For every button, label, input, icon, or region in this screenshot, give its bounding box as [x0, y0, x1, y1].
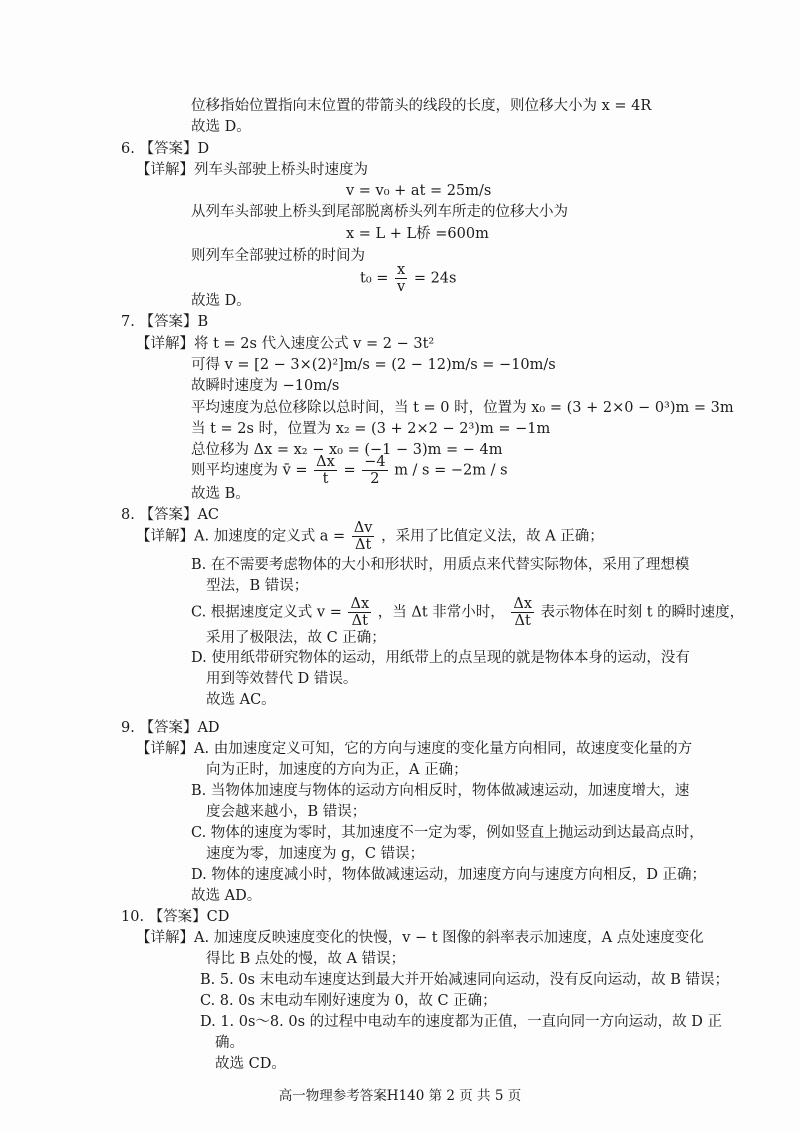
text-line: 故选 B。 — [191, 486, 250, 502]
text-line: C. 物体的速度为零时，其加速度不一定为零，例如竖直上抛运动到达最高点时， — [191, 825, 704, 841]
question-answer: 6. 【答案】D — [121, 141, 210, 157]
fraction — [511, 596, 534, 629]
fraction — [352, 520, 375, 553]
text-line: 故选 D。 — [191, 293, 251, 309]
denominator: Δt — [351, 613, 368, 629]
formula: x = L + L桥 =600m — [346, 226, 489, 242]
fraction — [314, 454, 337, 487]
text-line: 故选 CD。 — [215, 1056, 286, 1072]
numerator: −4 — [364, 454, 386, 470]
text-line: 型法，B 错误； — [206, 578, 309, 594]
text-line: 故选 AD。 — [191, 888, 262, 904]
text-line: 度会越来越小，B 错误； — [206, 804, 367, 820]
formula-prefix: C. 根据速度定义式 v = — [191, 604, 342, 621]
question-answer: 9. 【答案】AD — [121, 720, 220, 736]
fraction — [362, 454, 387, 487]
formula-rhs: m / s = −2m / s — [394, 462, 508, 479]
text-line: 故选 AC。 — [206, 692, 276, 708]
equals: = — [343, 462, 356, 479]
text-line: 【详解】将 t = 2s 代入速度公式 v = 2 − 3t² — [136, 336, 435, 352]
formula-8c — [191, 596, 744, 629]
text-line: D. 1. 0s～8. 0s 的过程中电动车的速度都为正值，一直向同一方向运动，故 D 正 — [200, 1014, 722, 1030]
text-line: 【详解】A. 由加速度定义可知，它的方向与速度的变化量方向相同，故速度变化量的方 — [136, 741, 693, 757]
formula-prefix: 【详解】A. 加速度的定义式 a = — [136, 528, 346, 545]
text-line: 位移指始位置指向末位置的带箭头的线段的长度，则位移大小为 x = 4R — [191, 98, 652, 114]
numerator: Δx — [316, 454, 335, 470]
formula-average-velocity — [191, 454, 508, 487]
numerator: Δx — [513, 596, 533, 612]
text-line: B. 5. 0s 末电动车速度达到最大并开始减速同向运动，没有反向运动，故 B 错误； — [200, 972, 729, 988]
formula-t0 — [360, 262, 456, 295]
formula-lhs: 则平均速度为 v̄ = — [191, 462, 308, 479]
text-line: 故瞬时速度为 −10m/s — [191, 378, 340, 394]
numerator: Δx — [350, 596, 370, 612]
text-line: 可得 v = [2 − 3×(2)²]m/s = (2 − 12)m/s = −10m/s — [191, 357, 556, 373]
formula-lhs: t₀ = — [360, 270, 389, 287]
text-line: 采用了极限法，故 C 正确； — [206, 630, 386, 646]
question-answer: 7. 【答案】B — [121, 314, 209, 330]
text-line: 故选 D。 — [191, 119, 251, 135]
formula-rhs: = 24s — [413, 270, 457, 287]
formula-suffix: ，采用了比值定义法，故 A 正确； — [381, 528, 604, 545]
formula: v = v₀ + at = 25m/s — [346, 183, 492, 199]
text-line: 向为正时，加速度的方向为正，A 正确； — [206, 762, 468, 778]
question-answer: 10. 【答案】CD — [121, 909, 230, 925]
fraction — [395, 262, 407, 295]
formula-middle: ，当 Δt 非常小时， — [377, 604, 505, 621]
formula-8a — [136, 520, 604, 553]
text-line: 从列车头部驶上桥头到尾部脱离桥头列车所走的位移大小为 — [191, 204, 568, 220]
text-line: 确。 — [215, 1035, 244, 1051]
fraction — [348, 596, 371, 629]
formula-suffix: 表示物体在时刻 t 的瞬时速度， — [540, 604, 745, 621]
text-line: 用到等效替代 D 错误。 — [206, 671, 358, 687]
denominator: v — [397, 279, 406, 295]
text-line: 平均速度为总位移除以总时间，当 t = 0 时，位置为 x₀ = (3 + 2×0 − 0³)m = 3m — [191, 400, 734, 416]
text-line: 则列车全部驶过桥的时间为 — [191, 248, 365, 264]
text-line: B. 当物体加速度与物体的运动方向相反时，物体做减速运动，加速度增大，速 — [191, 783, 690, 799]
text-line: D. 物体的速度减小时，物体做减速运动，加速度方向与速度方向相反，D 正确； — [191, 867, 707, 883]
denominator: t — [322, 471, 329, 487]
denominator: Δt — [354, 537, 372, 553]
text-line: 【详解】A. 加速度反映速度变化的快慢，v − t 图像的斜率表示加速度，A 点处速度变化 — [136, 930, 704, 946]
question-answer: 8. 【答案】AC — [121, 507, 220, 523]
text-line: 【详解】列车头部驶上桥头时速度为 — [136, 162, 368, 178]
text-line: B. 在不需要考虑物体的大小和形状时，用质点来代替实际物体，采用了理想模 — [191, 557, 690, 573]
text-line: 得比 B 点处的慢，故 A 错误； — [206, 951, 406, 967]
text-line: 当 t = 2s 时，位置为 x₂ = (3 + 2×2 − 2³)m = −1m — [191, 421, 551, 437]
text-line: C. 8. 0s 末电动车刚好速度为 0，故 C 正确； — [200, 993, 497, 1009]
page-footer: 高一物理参考答案H140 第 2 页 共 5 页 — [278, 1088, 522, 1104]
numerator: x — [397, 262, 406, 278]
text-line: 总位移为 Δx = x₂ − x₀ = (−1 − 3)m = − 4m — [191, 442, 503, 458]
text-line: D. 使用纸带研究物体的运动，用纸带上的点呈现的就是物体本身的运动，没有 — [191, 650, 690, 666]
numerator: Δv — [353, 520, 373, 536]
denominator: 2 — [370, 471, 380, 487]
text-line: 速度为零，加速度为 g，C 错误； — [206, 846, 425, 862]
denominator: Δt — [514, 613, 531, 629]
